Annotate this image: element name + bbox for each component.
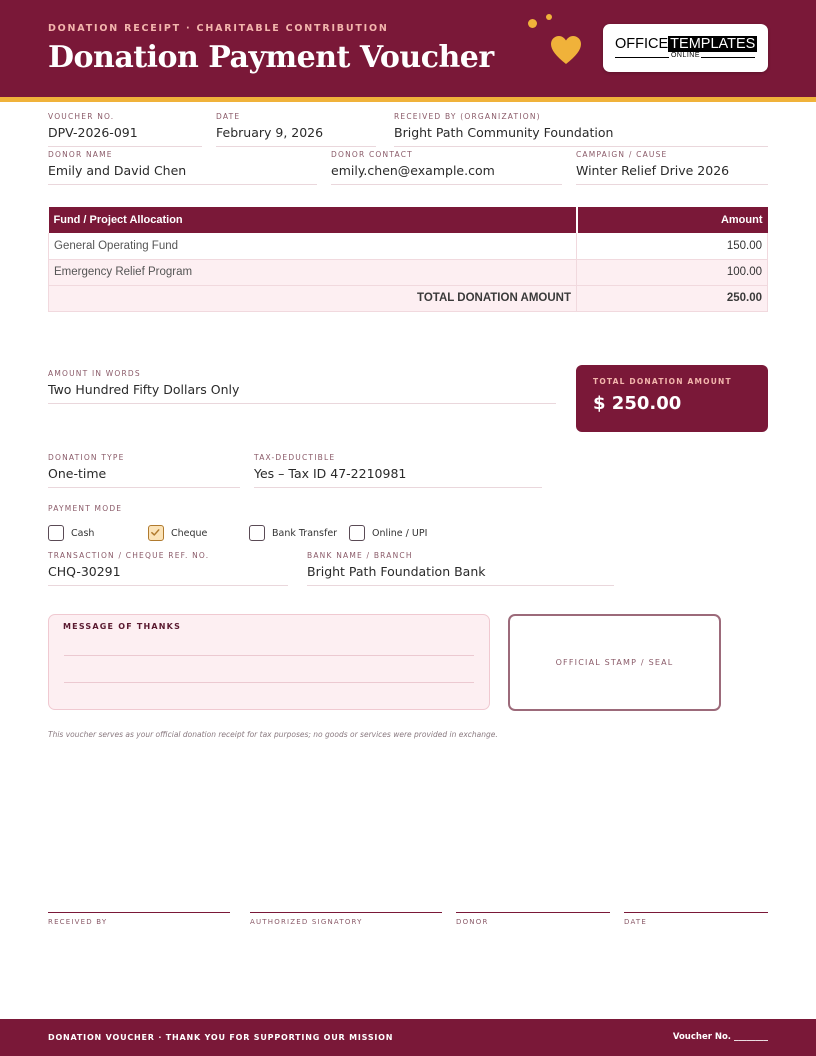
bank-value: Bright Path Foundation Bank — [307, 564, 486, 579]
tax-deductible-label: TAX-DEDUCTIBLE — [254, 453, 336, 462]
decor-dot-large — [528, 19, 537, 28]
signature-label: DATE — [624, 918, 648, 926]
header-band — [0, 0, 816, 97]
tax-deductible-value: Yes – Tax ID 47-2210981 — [254, 466, 407, 481]
official-stamp-box — [508, 614, 721, 711]
checkbox-cheque[interactable] — [148, 525, 207, 541]
total-donation-box — [576, 365, 768, 432]
checkbox-online-upi[interactable] — [349, 525, 427, 541]
date-label: DATE — [216, 112, 241, 121]
message-of-thanks-title: MESSAGE OF THANKS — [63, 622, 182, 631]
signature-label: RECEIVED BY — [48, 918, 108, 926]
footer-band — [0, 1019, 816, 1056]
donor-contact-value: emily.chen@example.com — [331, 163, 495, 178]
checkbox-bank-transfer[interactable] — [249, 525, 337, 541]
fund-cell: General Operating Fund — [49, 233, 577, 259]
table-row — [49, 259, 768, 285]
checkbox-cash[interactable] — [48, 525, 94, 541]
signature-date — [624, 912, 768, 926]
page-title: Donation Payment Voucher — [48, 40, 494, 75]
voucher-no-value: DPV-2026-091 — [48, 125, 138, 140]
table-row — [49, 233, 768, 259]
payment-mode-label: PAYMENT MODE — [48, 504, 123, 513]
signature-received-by — [48, 912, 230, 926]
col-header-fund: Fund / Project Allocation — [49, 207, 577, 233]
col-header-amount: Amount — [577, 207, 768, 233]
donation-type-label: DONATION TYPE — [48, 453, 125, 462]
received-by-field — [394, 112, 768, 147]
checkbox-label: Bank Transfer — [272, 527, 338, 539]
checkbox-box[interactable] — [349, 525, 365, 541]
logo-text-templates: TEMPLATES — [670, 36, 756, 52]
transaction-ref-field — [48, 551, 288, 586]
official-stamp-label: OFFICIAL STAMP / SEAL — [555, 658, 674, 667]
total-donation-label: TOTAL DONATION AMOUNT — [593, 377, 732, 386]
tax-note: This voucher serves as your official donation receipt for tax purposes; no goods or services were provided in exchange. — [48, 730, 498, 739]
signature-donor — [456, 912, 610, 926]
writing-line — [64, 655, 474, 656]
signature-label: DONOR — [456, 918, 489, 926]
brand-logo — [603, 24, 768, 72]
fund-cell: Emergency Relief Program — [49, 259, 577, 285]
campaign-value: Winter Relief Drive 2026 — [576, 163, 730, 178]
donation-type-value: One-time — [48, 466, 107, 481]
checkbox-box-checked[interactable] — [148, 525, 164, 541]
writing-line — [64, 682, 474, 683]
received-by-value: Bright Path Community Foundation — [394, 125, 614, 140]
transaction-ref-label: TRANSACTION / CHEQUE REF. NO. — [48, 551, 210, 560]
checkbox-box[interactable] — [48, 525, 64, 541]
bank-field — [307, 551, 614, 586]
logo-text-office: OFFICE — [615, 36, 669, 52]
checkbox-label: Cheque — [171, 527, 208, 539]
transaction-ref-value: CHQ-30291 — [48, 564, 121, 579]
campaign-label: CAMPAIGN / CAUSE — [576, 150, 668, 159]
amount-words-field — [48, 369, 556, 404]
footer-voucher-no: Voucher No. ________ — [672, 1032, 768, 1042]
donor-contact-label: DONOR CONTACT — [331, 150, 413, 159]
allocation-table — [48, 207, 768, 312]
donor-contact-field — [331, 150, 562, 185]
campaign-field — [576, 150, 768, 185]
amount-cell: 100.00 — [577, 259, 768, 285]
footer-tagline: DONATION VOUCHER · THANK YOU FOR SUPPORTING OUR MISSION — [48, 1033, 394, 1042]
header-accent-bar — [0, 97, 816, 102]
voucher-no-label: VOUCHER NO. — [48, 112, 115, 121]
heart-icon — [548, 32, 584, 68]
checkbox-label: Online / UPI — [372, 527, 428, 539]
decor-dot-small — [546, 14, 552, 20]
date-value: February 9, 2026 — [216, 125, 324, 140]
amount-words-label: AMOUNT IN WORDS — [48, 369, 141, 378]
donor-name-value: Emily and David Chen — [48, 163, 187, 178]
amount-words-value: Two Hundred Fifty Dollars Only — [48, 382, 240, 397]
signature-authorized — [250, 912, 442, 926]
donation-type-field — [48, 453, 240, 488]
checkmark-icon — [149, 526, 162, 539]
amount-cell: 150.00 — [577, 233, 768, 259]
message-of-thanks-box[interactable] — [48, 614, 490, 710]
checkbox-label: Cash — [71, 527, 95, 539]
received-by-label: RECEIVED BY (ORGANIZATION) — [394, 112, 541, 121]
total-value-cell: 250.00 — [577, 285, 768, 311]
donor-name-field — [48, 150, 317, 185]
table-header-row — [49, 207, 768, 233]
date-field — [216, 112, 376, 147]
donor-name-label: DONOR NAME — [48, 150, 113, 159]
signature-label: AUTHORIZED SIGNATORY — [250, 918, 363, 926]
total-label-cell: TOTAL DONATION AMOUNT — [49, 285, 577, 311]
voucher-no-field — [48, 112, 202, 147]
total-donation-amount: $ 250.00 — [593, 393, 682, 414]
checkbox-box[interactable] — [249, 525, 265, 541]
logo-subtext: ONLINE — [670, 52, 701, 59]
header-kicker: DONATION RECEIPT · CHARITABLE CONTRIBUTION — [48, 23, 389, 34]
table-total-row — [49, 285, 768, 311]
bank-label: BANK NAME / BRANCH — [307, 551, 413, 560]
tax-deductible-field — [254, 453, 542, 488]
